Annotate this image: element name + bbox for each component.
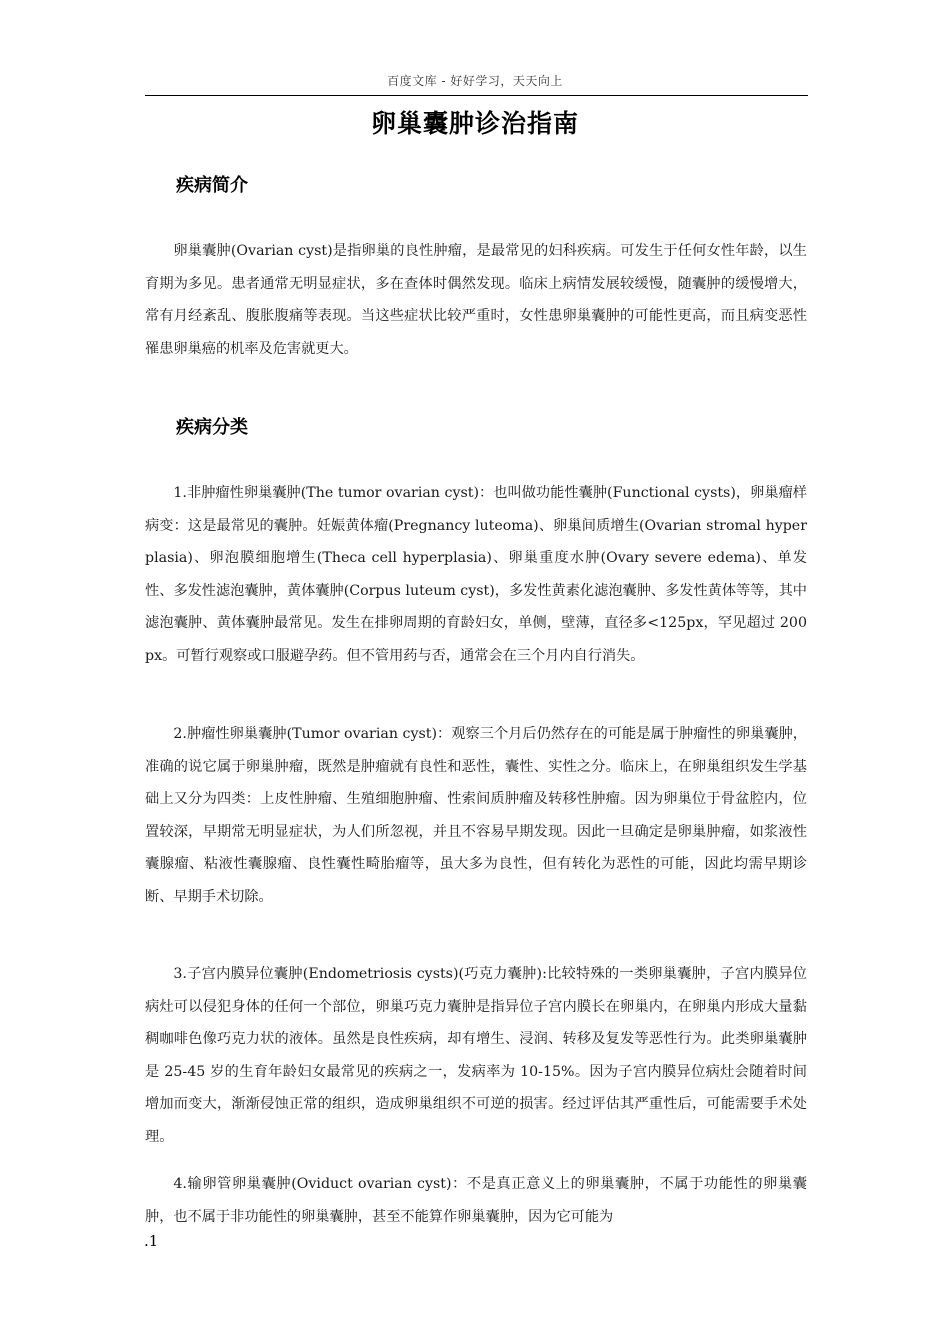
paragraph-type-1: 1.非肿瘤性卵巢囊肿(The tumor ovarian cyst)：也叫做功能性囊肿(Functional cysts)，卵巢瘤样病变：这是最常见的囊肿。妊娠黄体瘤(Pregnancy luteoma)、卵巢间质增生(Ovarian stromal hyperplasia)、卵泡膜细胞增生(Theca cell hyperplasia)、卵巢重度水肿(Ovary severe edema)、单发性、多发性滤泡囊肿，黄体囊肿(Corpus luteum cyst)，多发性黄素化滤泡囊肿、多发性黄体等等，其中滤泡囊肿、黄体囊肿最常见。发生在排卵周期的育龄妇女，单侧，壁薄，直径多<125px，罕见超过 200px。可暂行观察或口服避孕药。但不管用药与否，通常会在三个月内自行消失。 (145, 485, 807, 664)
paragraph-type-2: 2.肿瘤性卵巢囊肿(Tumor ovarian cyst)：观察三个月后仍然存在的可能是属于肿瘤性的卵巢囊肿，准确的说它属于卵巢肿瘤，既然是肿瘤就有良性和恶性，囊性、实性之分。临床上，在卵巢组织发生学基础上又分为四类：上皮性肿瘤、生殖细胞肿瘤、性索间质肿瘤及转移性肿瘤。因为卵巢位于骨盆腔内，位置较深，早期常无明显症状，为人们所忽视，并且不容易早期发现。因此一旦确定是卵巢肿瘤，如浆液性囊腺瘤、粘液性囊腺瘤、良性囊性畸胎瘤等，虽大多为良性，但有转化为恶性的可能，因此均需早期诊断、早期手术切除。 (145, 726, 807, 905)
header-divider (145, 95, 808, 96)
section-heading-intro: 疾病简介 (176, 175, 248, 196)
running-header: 百度文库 - 好好学习，天天向上 (387, 74, 563, 88)
paragraph-intro: 卵巢囊肿(Ovarian cyst)是指卵巢的良性肿瘤，是最常见的妇科疾病。可发生于任何女性年龄，以生育期为多见。患者通常无明显症状，多在查体时偶然发现。临床上病情发展较缓慢，随囊肿的缓慢增大，常有月经紊乱、腹胀腹痛等表现。当这些症状比较严重时，女性患卵巢囊肿的可能性更高，而且病变恶性罹患卵巢癌的机率及危害就更大。 (145, 243, 807, 357)
document-title: 卵巢囊肿诊治指南 (370, 109, 579, 138)
paragraph-type-3: 3.子宫内膜异位囊肿(Endometriosis cysts)(巧克力囊肿):比较特殊的一类卵巢囊肿，子宫内膜异位病灶可以侵犯身体的任何一个部位，卵巢巧克力囊肿是指异位子宫内膜长在卵巢内，在卵巢内形成大量黏稠咖啡色像巧克力状的液体。虽然是良性疾病，却有增生、浸润、转移及复发等恶性行为。此类卵巢囊肿是 25-45 岁的生育年龄妇女最常见的疾病之一，发病率为 10-15%。因为子宫内膜异位病灶会随着时间增加而变大，渐渐侵蚀正常的组织，造成卵巢组织不可逆的损害。经过评估其严重性后，可能需要手术处理。 (145, 966, 807, 1145)
section-heading-classification: 疾病分类 (176, 417, 248, 438)
page-number: .1 (144, 1232, 159, 1250)
paragraph-type-4: 4.输卵管卵巢囊肿(Oviduct ovarian cyst)：不是真正意义上的卵巢囊肿，不属于功能性的卵巢囊肿，也不属于非功能性的卵巢囊肿，甚至不能算作卵巢囊肿，因为它可能为 (145, 1176, 807, 1225)
